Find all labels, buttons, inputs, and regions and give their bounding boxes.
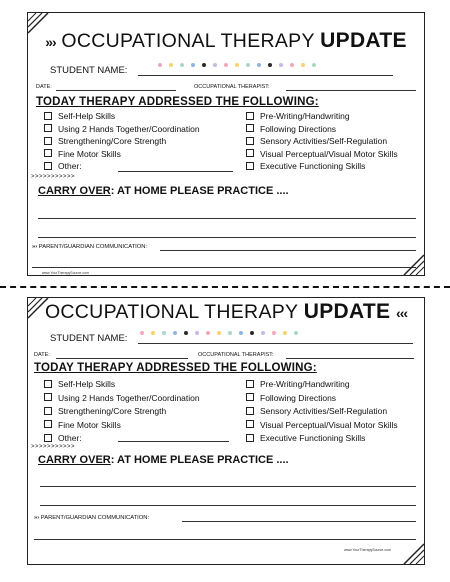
checkbox[interactable] xyxy=(246,434,254,442)
dot-icon xyxy=(195,331,199,335)
checklist-item-label: Self-Help Skills xyxy=(58,111,116,121)
student-name-field[interactable] xyxy=(138,343,413,344)
dot-icon xyxy=(301,63,305,67)
checklist-item xyxy=(44,124,200,134)
checkbox[interactable] xyxy=(246,112,254,120)
checklist-item-label: Visual Perceptual/Visual Motor Skills xyxy=(260,148,398,159)
checklist-item-label: Self-Help Skills xyxy=(58,379,116,389)
checkbox[interactable] xyxy=(44,434,52,442)
carry-over-heading: CARRY OVER: AT HOME PLEASE PRACTICE .... xyxy=(38,454,289,466)
checkbox[interactable] xyxy=(246,380,254,388)
checklist-item-label: Sensory Activities/Self-Regulation xyxy=(260,136,388,146)
checkbox[interactable] xyxy=(246,162,254,170)
decorative-dots-icon xyxy=(158,54,323,59)
checkbox[interactable] xyxy=(44,162,52,170)
addressed-heading: TODAY THERAPY ADDRESSED THE FOLLOWING: xyxy=(34,362,317,374)
checklist-item xyxy=(246,111,350,121)
checkbox[interactable] xyxy=(44,112,52,120)
checkbox[interactable] xyxy=(246,149,254,157)
carry-over-line-1[interactable] xyxy=(40,486,416,487)
dot-icon xyxy=(257,63,261,67)
dot-icon xyxy=(206,331,210,335)
checklist-item-label: Strengthening/Core Strength xyxy=(58,136,167,146)
carry-over-line-1[interactable] xyxy=(38,218,416,219)
checklist-item xyxy=(44,379,115,389)
checklist-item-label: Pre-Writing/Handwriting xyxy=(260,379,350,389)
form-card-bottom xyxy=(27,297,425,565)
checkbox[interactable] xyxy=(44,137,52,145)
checklist-item-label: Following Directions xyxy=(260,123,337,134)
parent-communication-label: »› PARENT/GUARDIAN COMMUNICATION: xyxy=(34,515,150,521)
carry-over-line-2[interactable] xyxy=(38,237,416,238)
therapist-label: OCCUPATIONAL THERAPIST: xyxy=(194,84,270,90)
checklist-item-label: Sensory Activities/Self-Regulation xyxy=(260,406,388,416)
checklist-item-label: Other: xyxy=(58,433,82,443)
dot-icon xyxy=(217,331,221,335)
checklist-item-label: Strengthening/Core Strength xyxy=(58,406,167,416)
dot-icon xyxy=(158,63,162,67)
dot-icon xyxy=(250,331,254,335)
student-name-field[interactable] xyxy=(138,75,393,76)
parent-communication-line-2[interactable] xyxy=(34,539,416,540)
dot-icon xyxy=(246,63,250,67)
dot-icon xyxy=(312,63,316,67)
dot-icon xyxy=(290,63,294,67)
dot-icon xyxy=(239,331,243,335)
therapist-field[interactable] xyxy=(286,90,416,91)
checklist-item xyxy=(44,136,166,146)
checklist-item xyxy=(246,161,365,171)
dot-icon xyxy=(140,331,144,335)
checklist-item-label: Executive Functioning Skills xyxy=(260,161,366,171)
checklist-item xyxy=(44,433,82,443)
checklist-item-label: Fine Motor Skills xyxy=(58,419,121,430)
parent-communication-field[interactable] xyxy=(182,521,416,522)
therapist-field[interactable] xyxy=(286,358,414,359)
checklist-item xyxy=(246,406,387,416)
checkbox[interactable] xyxy=(44,420,52,428)
dot-icon xyxy=(173,331,177,335)
dot-icon xyxy=(162,331,166,335)
dot-icon xyxy=(228,331,232,335)
divider-arrows: >>>>>>>>>>> xyxy=(31,174,76,180)
dot-icon xyxy=(180,63,184,67)
dot-icon xyxy=(294,331,298,335)
other-field[interactable] xyxy=(118,171,233,172)
parent-communication-field[interactable] xyxy=(160,250,416,251)
form-title: »› OCCUPATIONAL THERAPY UPDATE xyxy=(45,29,407,52)
student-name-label: STUDENT NAME: xyxy=(50,65,128,76)
checklist-item xyxy=(44,111,115,121)
other-field[interactable] xyxy=(118,441,229,442)
title-arrows-icon: »› xyxy=(45,34,56,50)
checkbox[interactable] xyxy=(44,407,52,415)
dot-icon xyxy=(184,331,188,335)
dot-icon xyxy=(268,63,272,67)
dot-icon xyxy=(202,63,206,67)
checklist-item xyxy=(246,124,336,134)
student-name-label: STUDENT NAME: xyxy=(50,333,128,344)
corner-stripes-icon xyxy=(402,542,424,564)
checklist-item-label: Other: xyxy=(58,161,82,171)
corner-stripes-icon xyxy=(402,253,424,275)
carry-over-line-2[interactable] xyxy=(40,505,416,506)
dot-icon xyxy=(261,331,265,335)
dot-icon xyxy=(235,63,239,67)
checklist-item-label: Fine Motor Skills xyxy=(58,148,121,159)
decorative-dots-icon xyxy=(140,322,305,327)
form-title: OCCUPATIONAL THERAPY UPDATE ‹‹‹ xyxy=(44,300,408,323)
form-card-top xyxy=(27,12,425,276)
addressed-heading: TODAY THERAPY ADDRESSED THE FOLLOWING: xyxy=(36,96,319,108)
dot-icon xyxy=(224,63,228,67)
checklist-item xyxy=(44,161,82,171)
checklist-item xyxy=(246,433,365,443)
checklist-item xyxy=(246,379,350,389)
dot-icon xyxy=(279,63,283,67)
checklist-item xyxy=(246,420,398,430)
dot-icon xyxy=(151,331,155,335)
cut-line xyxy=(0,286,450,288)
checkbox[interactable] xyxy=(44,124,52,132)
checkbox[interactable] xyxy=(44,393,52,401)
checkbox[interactable] xyxy=(246,124,254,132)
dot-icon xyxy=(283,331,287,335)
checklist-item xyxy=(246,136,387,146)
divider-arrows: >>>>>>>>>>> xyxy=(31,444,76,450)
dot-icon xyxy=(213,63,217,67)
checkbox[interactable] xyxy=(44,149,52,157)
title-arrows-icon: ‹‹‹ xyxy=(396,305,408,321)
date-label: DATE: xyxy=(34,352,50,358)
checklist-item-label: Using 2 Hands Together/Coordination xyxy=(58,123,200,134)
dot-icon xyxy=(191,63,195,67)
checkbox[interactable] xyxy=(246,137,254,145)
checkbox[interactable] xyxy=(44,380,52,388)
date-field[interactable] xyxy=(56,358,188,359)
parent-communication-line-2[interactable] xyxy=(32,267,416,268)
checklist-item-label: Executive Functioning Skills xyxy=(260,433,366,443)
parent-communication-label: »› PARENT/GUARDIAN COMMUNICATION: xyxy=(32,244,148,250)
checkbox[interactable] xyxy=(246,407,254,415)
date-label: DATE: xyxy=(36,84,52,90)
therapist-label: OCCUPATIONAL THERAPIST: xyxy=(198,352,274,358)
checklist-item xyxy=(44,149,121,159)
checklist-item xyxy=(44,393,200,403)
checklist-item xyxy=(246,393,336,403)
carry-over-heading: CARRY OVER: AT HOME PLEASE PRACTICE .... xyxy=(38,185,289,197)
checklist-item-label: Following Directions xyxy=(260,392,337,403)
website-text: www.YourTherapySource.com xyxy=(42,271,89,275)
date-field[interactable] xyxy=(56,90,176,91)
checkbox[interactable] xyxy=(246,420,254,428)
checklist-item xyxy=(44,406,166,416)
dot-icon xyxy=(272,331,276,335)
checklist-item xyxy=(246,149,398,159)
dot-icon xyxy=(169,63,173,67)
website-text: www.YourTherapySource.com xyxy=(344,548,391,552)
checklist-item-label: Pre-Writing/Handwriting xyxy=(260,111,350,121)
checkbox[interactable] xyxy=(246,393,254,401)
checklist-item-label: Using 2 Hands Together/Coordination xyxy=(58,392,200,403)
checklist-item-label: Visual Perceptual/Visual Motor Skills xyxy=(260,419,398,430)
checklist-item xyxy=(44,420,121,430)
